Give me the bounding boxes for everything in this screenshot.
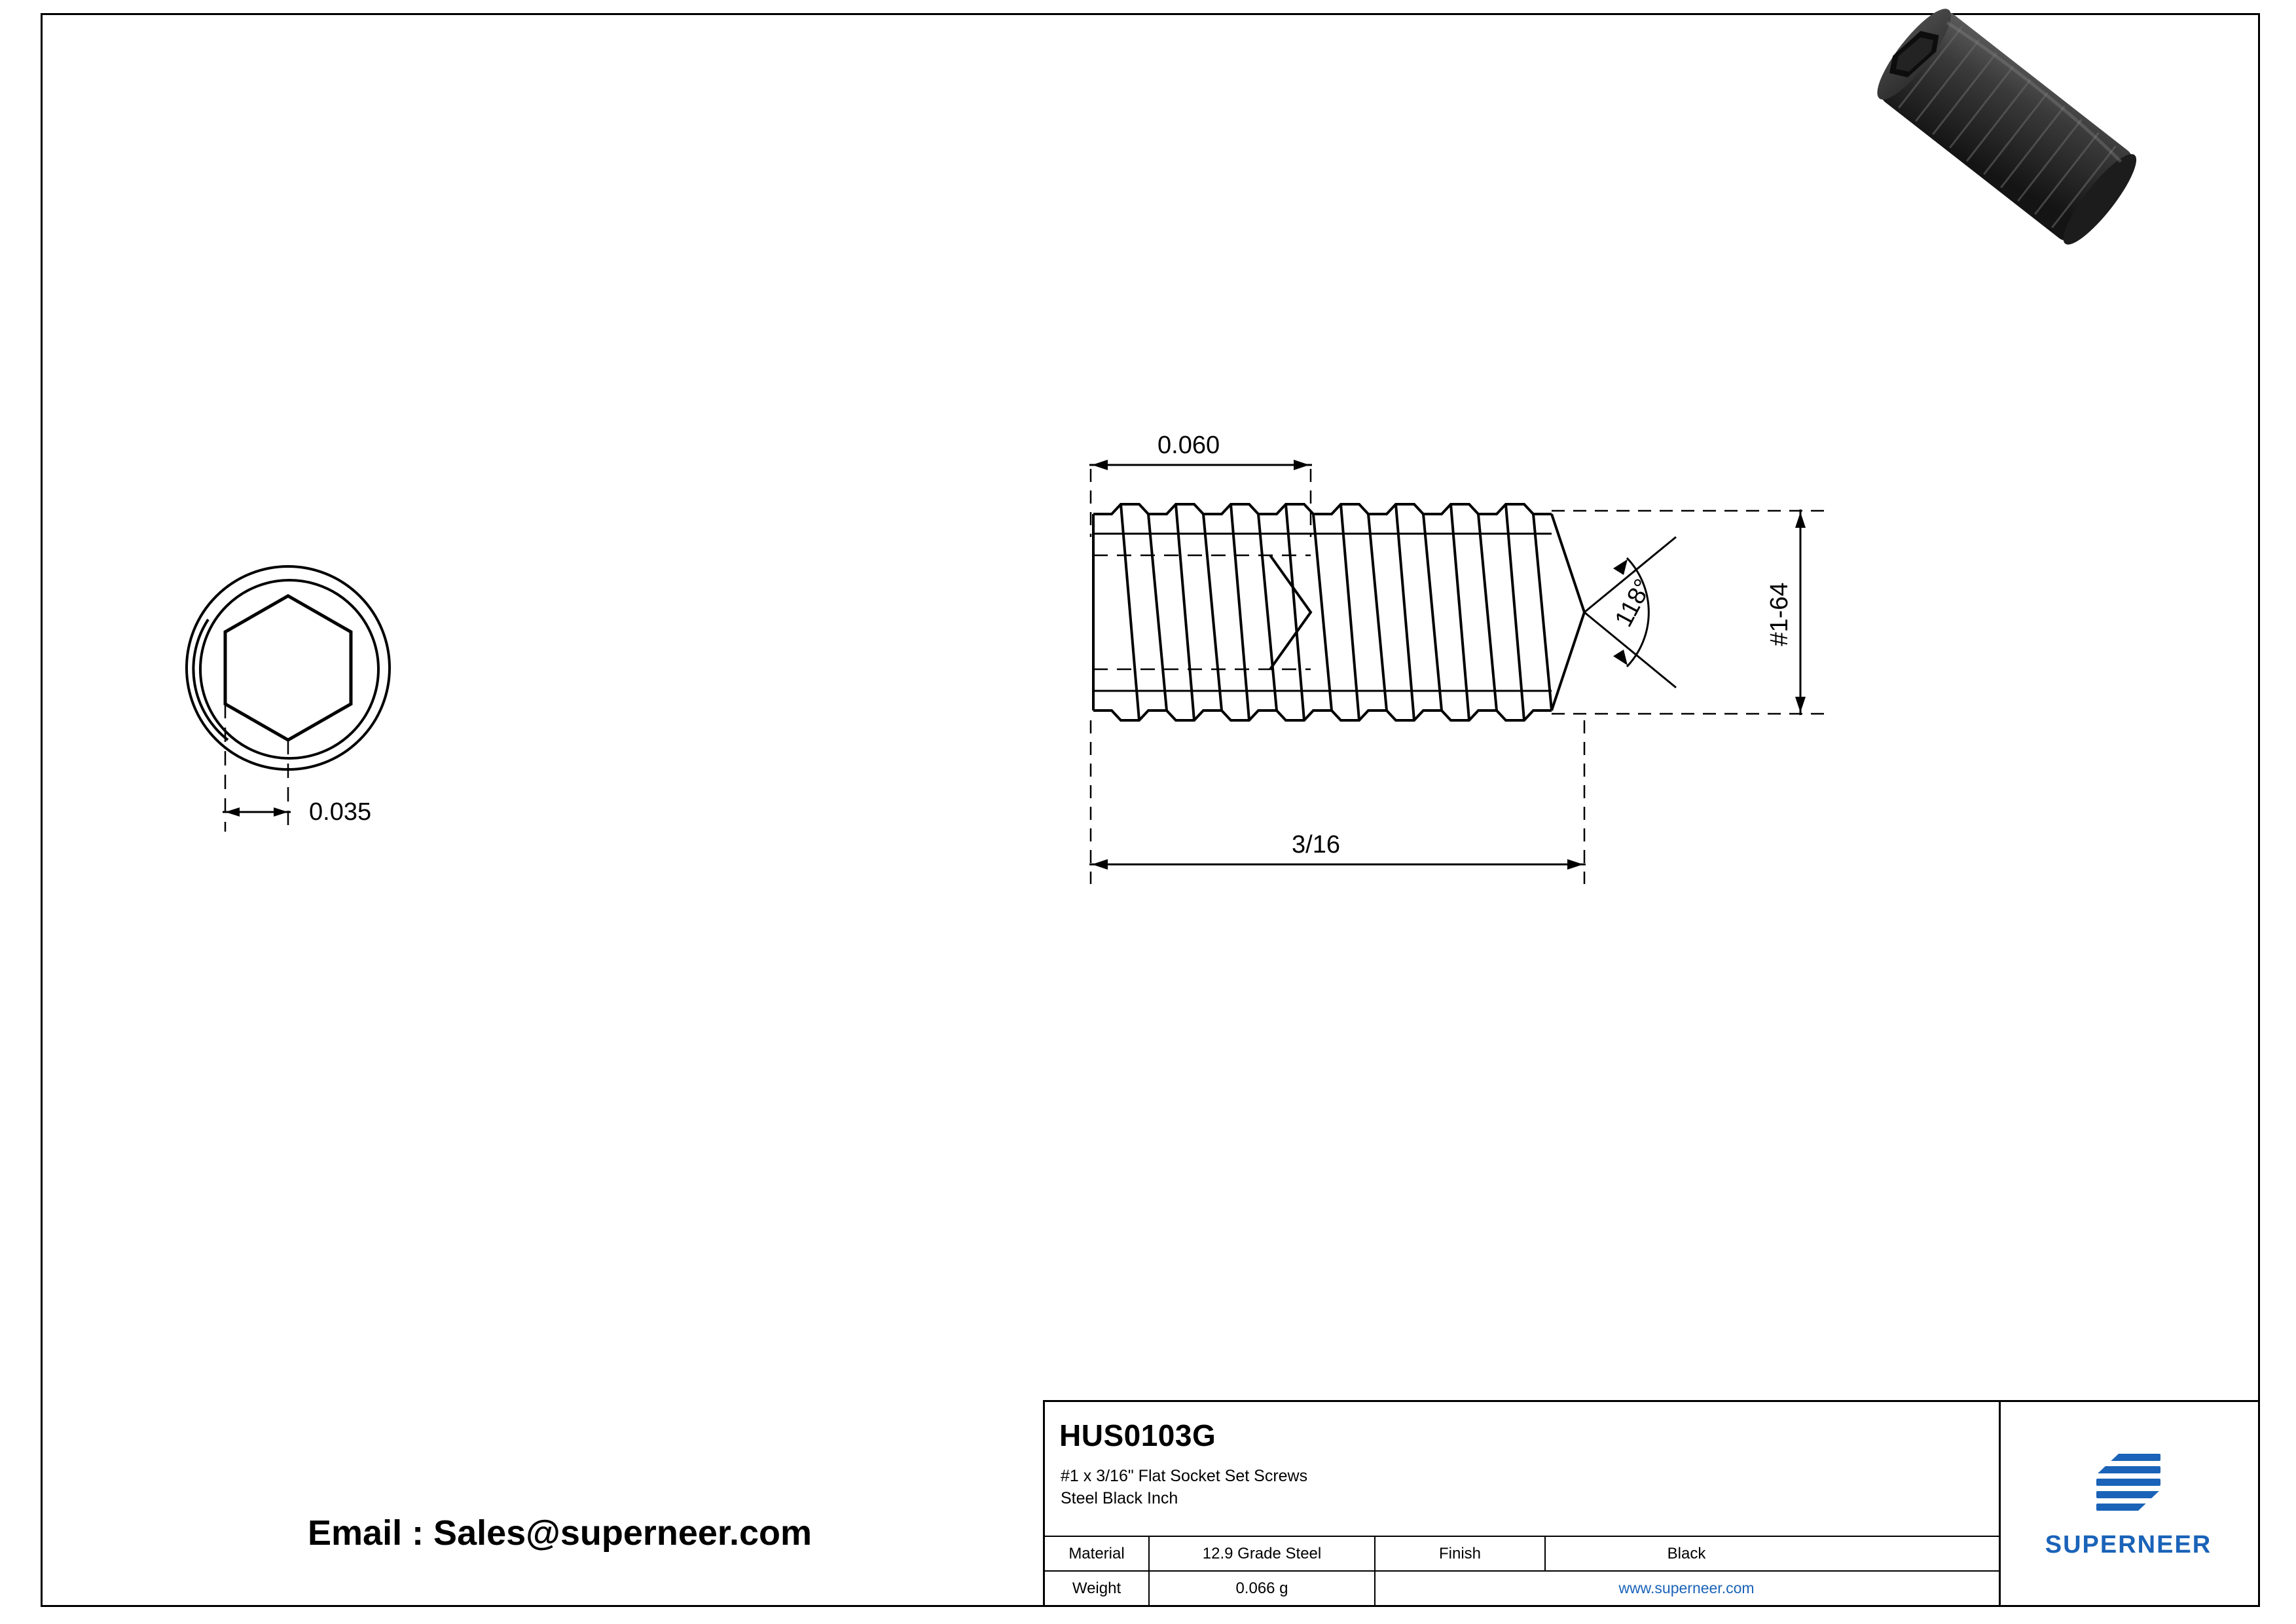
title-block-info bbox=[1045, 1402, 2001, 1605]
website-spacer bbox=[1376, 1572, 1546, 1605]
screw-3d-render bbox=[1856, 36, 2196, 311]
front-view bbox=[151, 524, 609, 982]
dim-label-thread: #1-64 bbox=[1766, 582, 1793, 646]
dim-label-point-angle: 118° bbox=[1609, 574, 1658, 632]
title-block bbox=[1043, 1400, 2258, 1605]
description-line-2: Steel Black Inch bbox=[1061, 1489, 1178, 1507]
part-description bbox=[1061, 1465, 1307, 1509]
spec-row-material-finish bbox=[1045, 1537, 1999, 1572]
brand-name: SUPERNEER bbox=[2045, 1530, 2212, 1559]
spec-row-weight-website bbox=[1045, 1572, 1999, 1605]
spec-table bbox=[1045, 1536, 1999, 1605]
weight-label: Weight bbox=[1045, 1572, 1150, 1605]
finish-label: Finish bbox=[1376, 1537, 1546, 1570]
finish-value: Black bbox=[1667, 1544, 1706, 1562]
description-line-1: #1 x 3/16" Flat Socket Set Screws bbox=[1061, 1467, 1308, 1485]
material-value: 12.9 Grade Steel bbox=[1150, 1537, 1376, 1570]
side-view bbox=[1034, 406, 1918, 982]
superneer-logo-icon bbox=[2079, 1449, 2178, 1522]
website-link-text[interactable]: www.superneer.com bbox=[1618, 1579, 1755, 1596]
part-number: HUS0103G bbox=[1059, 1418, 1216, 1452]
material-label: Material bbox=[1045, 1537, 1150, 1570]
weight-value: 0.066 g bbox=[1150, 1572, 1376, 1605]
contact-email: Email : Sales@superneer.com bbox=[308, 1513, 812, 1553]
dim-label-across-flats: 0.035 bbox=[309, 798, 372, 826]
dim-label-length: 3/16 bbox=[1292, 831, 1340, 858]
website-link[interactable] bbox=[1546, 1572, 1827, 1605]
brand-block bbox=[2001, 1402, 2256, 1605]
dim-label-socket-depth: 0.060 bbox=[1157, 432, 1220, 459]
